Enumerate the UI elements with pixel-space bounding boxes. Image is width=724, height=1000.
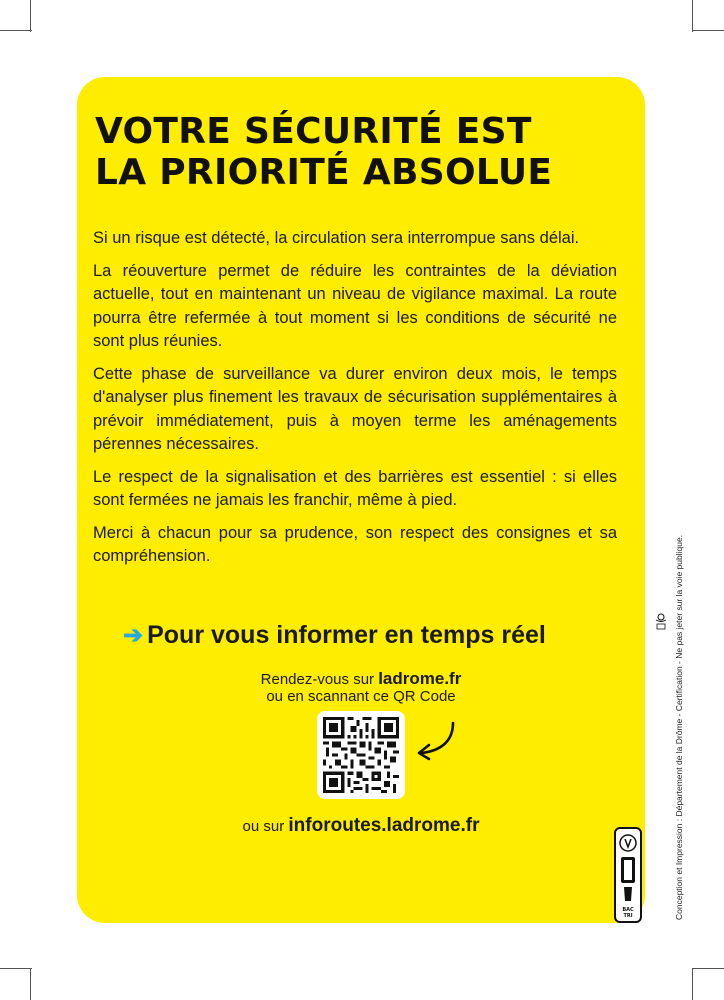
paragraph-thanks: Merci à chacun pour sa prudence, son respect des consignes et sa compréhension. — [93, 523, 617, 565]
crop-mark — [0, 968, 32, 969]
page-title: VOTRE SÉCURITÉ EST LA PRIORITÉ ABSOLUE — [95, 111, 553, 193]
crop-mark — [692, 968, 693, 1000]
svg-text:TRI: TRI — [623, 913, 633, 919]
qr-code[interactable] — [317, 711, 405, 799]
svg-text:BAC: BAC — [622, 907, 634, 913]
paragraph-reopening: La réouverture permet de réduire les contraintes de la déviation actuelle, tout en maintenant un niveau de vigilance maximal. La route pourra être refermée à tout moment si les conditions de sécurité ne sont plus réunies. — [93, 261, 617, 350]
recycling-icon — [616, 829, 640, 921]
crop-mark — [692, 0, 693, 32]
recycling-tri-logo — [614, 827, 642, 923]
info-heading — [123, 621, 643, 650]
alt-site-line — [77, 815, 645, 837]
paragraph-risk: Si un risque est détecté, la circulation sera interrompue sans délai. — [93, 229, 580, 247]
paragraph-signage: Le respect de la signalisation et des barrières est essentiel : si elles sont fermées ne jamais les franchir, même à pied. — [93, 467, 617, 509]
crop-mark — [692, 968, 724, 969]
curved-arrow-icon — [411, 719, 459, 761]
paragraph-surveillance: Cette phase de surveillance va durer environ deux mois, le temps d'analyser plus finement les travaux de sécurisation supplémentaires à prévoir immédiatement, puis à moyen terme les aménagements pérennes nécessaires. — [93, 364, 617, 453]
ladrome-link[interactable]: ladrome.fr — [378, 669, 462, 688]
visit-prefix: Rendez-vous sur — [260, 671, 379, 688]
side-legal-text: Conception et Impression : Département de la Drôme - Certification - Ne pas jeter sur la voie publique. — [674, 534, 684, 920]
crop-mark — [0, 30, 32, 31]
crop-mark — [692, 30, 724, 31]
alt-prefix: ou sur — [242, 818, 289, 835]
qr-code-icon — [323, 717, 399, 793]
visit-line — [77, 669, 645, 689]
arrow-right-icon: ➔ — [123, 622, 144, 649]
side-legal-note — [674, 466, 686, 920]
info-panel — [77, 77, 645, 923]
scan-line: ou en scannant ce QR Code — [266, 688, 456, 705]
crop-mark — [30, 0, 31, 32]
ecolabel-logo-icon — [654, 612, 668, 632]
inforoutes-link[interactable]: inforoutes.ladrome.fr — [288, 815, 480, 836]
crop-mark — [30, 968, 31, 1000]
info-heading-text: Pour vous informer en temps réel — [147, 621, 546, 649]
body-text — [93, 227, 617, 578]
